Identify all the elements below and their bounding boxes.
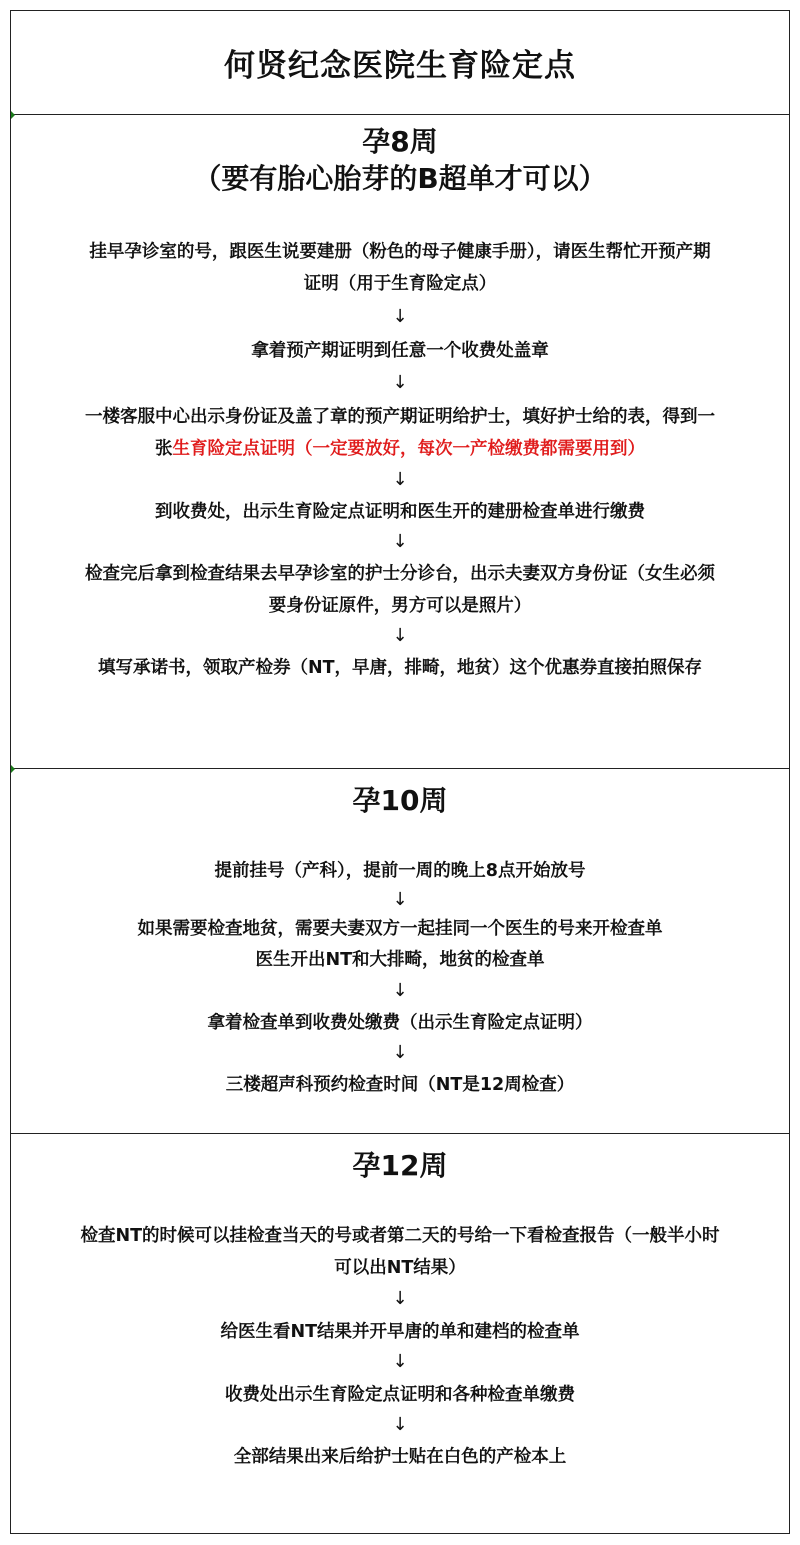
step-line: 三楼超声科预约检查时间（NT是12周检查） [225, 1075, 575, 1095]
step-line: 检查完后拿到检查结果去早孕诊室的护士分诊台，出示夫妻双方身份证（女生必须 [85, 564, 715, 584]
step-line: 可以出NT结果） [334, 1258, 466, 1278]
step-line: 填写承诺书，领取产检券（NT，早唐，排畸，地贫）这个优惠券直接拍照保存 [97, 658, 703, 678]
step-line: 拿着检查单到收费处缴费（出示生育险定点证明） [207, 1013, 593, 1033]
page-title: 何贤纪念医院生育险定点 [224, 48, 576, 84]
down-arrow-icon: ↓ [392, 1288, 408, 1309]
highlight-text: 生育险定点证明（一定要放好，每次一产检缴费都需要用到） [172, 439, 645, 459]
step-line: 全部结果出来后给护士贴在白色的产检本上 [233, 1447, 567, 1467]
step-line: 医生开出NT和大排畸，地贫的检查单 [255, 950, 545, 970]
section-week-8 [11, 117, 789, 772]
down-arrow-icon: ↓ [392, 889, 408, 910]
section-heading: 孕10周 [352, 784, 448, 817]
down-arrow-icon: ↓ [392, 625, 408, 646]
step-line: 证明（用于生育险定点） [303, 274, 497, 294]
step-line: 检查NT的时候可以挂检查当天的号或者第二天的号给一下看检查报告（一般半小时 [80, 1226, 720, 1246]
down-arrow-icon: ↓ [392, 1042, 408, 1063]
section-heading: 孕8周 [362, 125, 438, 158]
down-arrow-icon: ↓ [392, 469, 408, 490]
step-line: 提前挂号（产科），提前一周的晚上8点开始放号 [214, 861, 586, 881]
step-line [11, 434, 789, 464]
step-line: 要身份证原件，男方可以是照片） [268, 596, 532, 616]
section-week-10 [11, 769, 789, 1131]
divider [11, 114, 789, 115]
step-line: 挂早孕诊室的号，跟医生说要建册（粉色的母子健康手册），请医生帮忙开预产期 [89, 242, 711, 262]
section-subheading: （要有胎心胎芽的B超单才可以） [193, 162, 607, 195]
down-arrow-icon: ↓ [392, 372, 408, 393]
flowchart-frame [10, 10, 790, 1534]
down-arrow-icon: ↓ [392, 1351, 408, 1372]
down-arrow-icon: ↓ [392, 531, 408, 552]
down-arrow-icon: ↓ [392, 306, 408, 327]
down-arrow-icon: ↓ [392, 980, 408, 1001]
step-text: 张 [155, 439, 173, 459]
section-heading: 孕12周 [352, 1149, 448, 1182]
step-line: 拿着预产期证明到任意一个收费处盖章 [251, 341, 549, 361]
step-line: 如果需要检查地贫，需要夫妻双方一起挂同一个医生的号来开检查单 [137, 919, 663, 939]
step-line: 一楼客服中心出示身份证及盖了章的预产期证明给护士，填好护士给的表，得到一 [85, 407, 715, 427]
step-line: 到收费处，出示生育险定点证明和医生开的建册检查单进行缴费 [155, 502, 645, 522]
step-line: 给医生看NT结果并开早唐的单和建档的检查单 [220, 1322, 580, 1342]
down-arrow-icon: ↓ [392, 1414, 408, 1435]
step-line: 收费处出示生育险定点证明和各种检查单缴费 [225, 1385, 575, 1405]
section-week-12 [11, 1134, 789, 1532]
